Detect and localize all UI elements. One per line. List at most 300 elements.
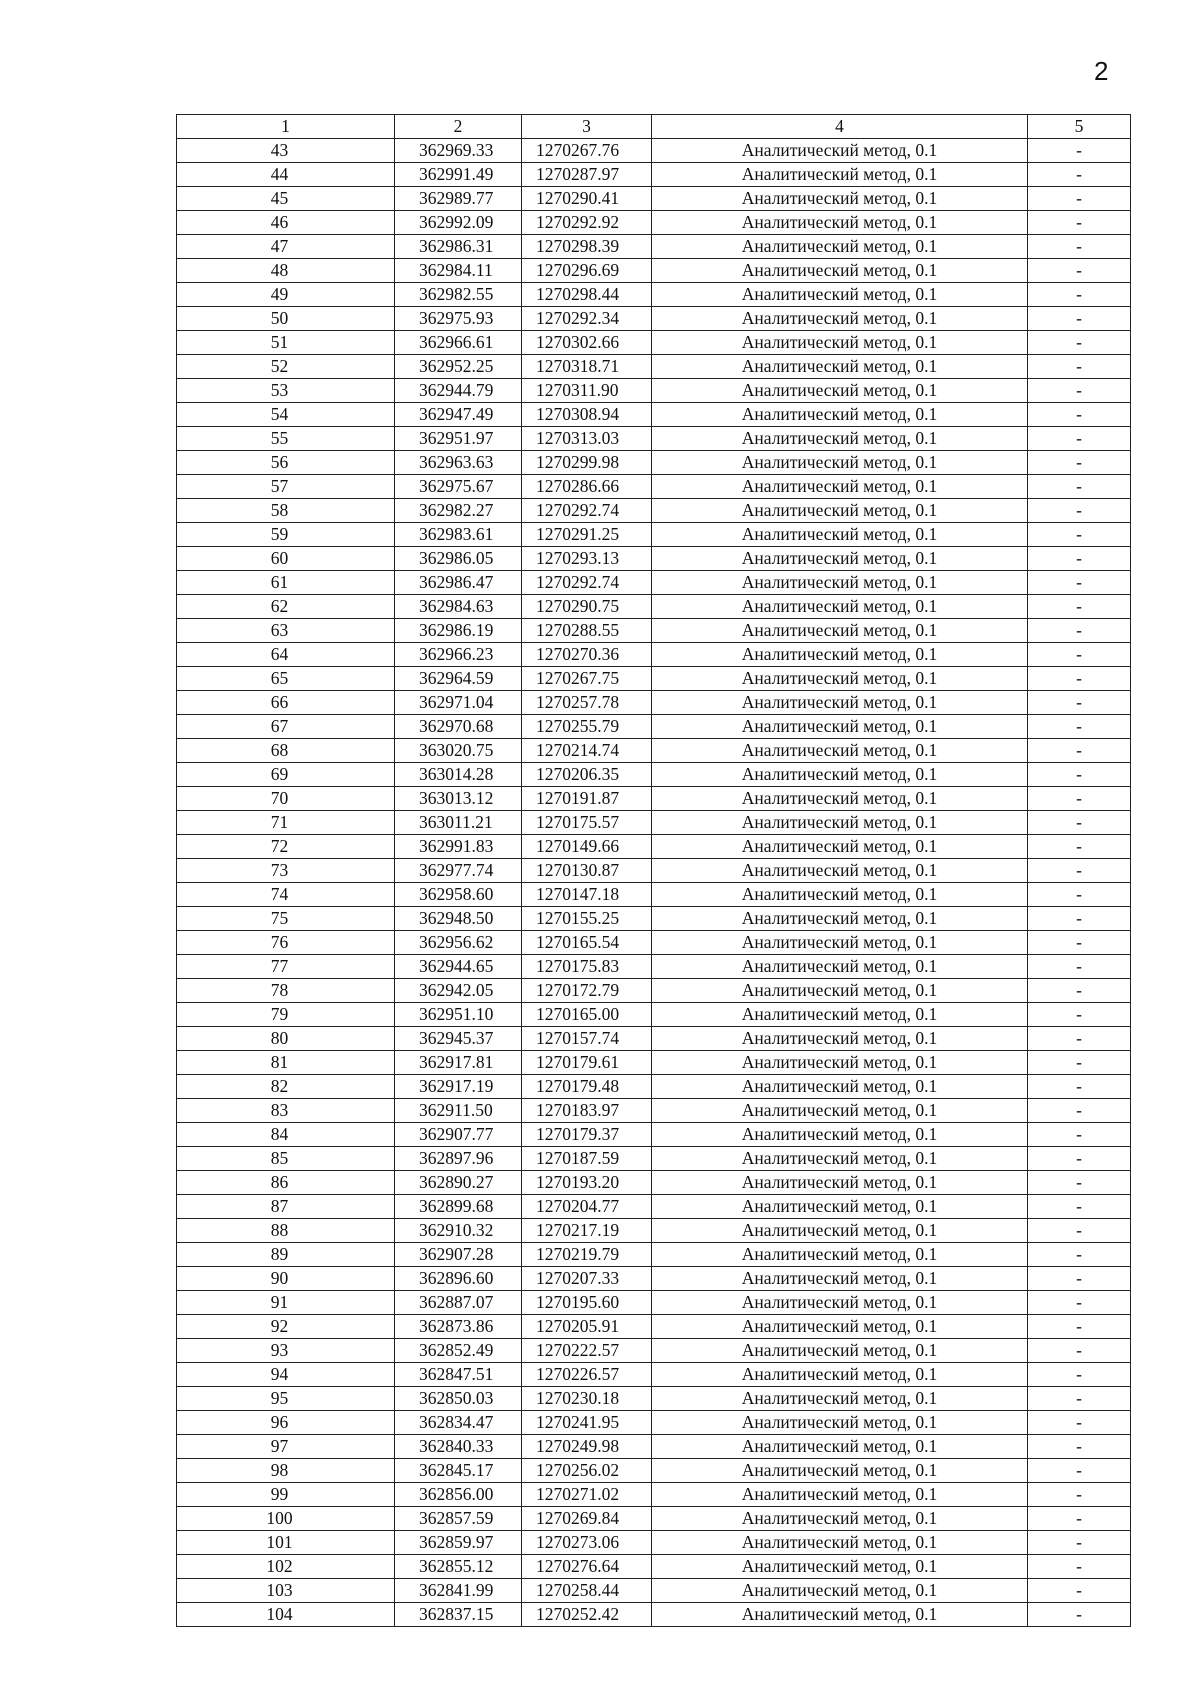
cell-coord-x: 362970.68 [395, 715, 522, 739]
cell-note: - [1028, 787, 1131, 811]
cell-coord-x: 362975.93 [395, 307, 522, 331]
cell-point-number: 81 [177, 1051, 395, 1075]
cell-point-number: 56 [177, 451, 395, 475]
cell-method-accuracy: Аналитический метод, 0.1 [652, 211, 1028, 235]
table-row [177, 1579, 1131, 1603]
cell-point-number: 53 [177, 379, 395, 403]
cell-note: - [1028, 139, 1131, 163]
cell-method-accuracy: Аналитический метод, 0.1 [652, 931, 1028, 955]
cell-method-accuracy: Аналитический метод, 0.1 [652, 1243, 1028, 1267]
cell-coord-x: 362947.49 [395, 403, 522, 427]
table-row [177, 835, 1131, 859]
cell-method-accuracy: Аналитический метод, 0.1 [652, 1099, 1028, 1123]
cell-note: - [1028, 1123, 1131, 1147]
cell-point-number: 51 [177, 331, 395, 355]
cell-coord-x: 362944.65 [395, 955, 522, 979]
table-row [177, 1459, 1131, 1483]
cell-point-number: 95 [177, 1387, 395, 1411]
cell-method-accuracy: Аналитический метод, 0.1 [652, 643, 1028, 667]
table-row [177, 787, 1131, 811]
cell-note: - [1028, 427, 1131, 451]
cell-coord-x: 362856.00 [395, 1483, 522, 1507]
cell-coord-x: 362837.15 [395, 1603, 522, 1627]
cell-point-number: 66 [177, 691, 395, 715]
cell-method-accuracy: Аналитический метод, 0.1 [652, 595, 1028, 619]
cell-point-number: 101 [177, 1531, 395, 1555]
cell-method-accuracy: Аналитический метод, 0.1 [652, 379, 1028, 403]
table-row [177, 1051, 1131, 1075]
cell-point-number: 58 [177, 499, 395, 523]
cell-coord-y: 1270147.18 [522, 883, 652, 907]
cell-coord-x: 362952.25 [395, 355, 522, 379]
cell-note: - [1028, 595, 1131, 619]
cell-coord-y: 1270187.59 [522, 1147, 652, 1171]
table-row [177, 355, 1131, 379]
cell-coord-x: 362971.04 [395, 691, 522, 715]
cell-coord-y: 1270130.87 [522, 859, 652, 883]
cell-method-accuracy: Аналитический метод, 0.1 [652, 1435, 1028, 1459]
cell-method-accuracy: Аналитический метод, 0.1 [652, 1363, 1028, 1387]
cell-note: - [1028, 859, 1131, 883]
cell-point-number: 73 [177, 859, 395, 883]
cell-point-number: 71 [177, 811, 395, 835]
cell-method-accuracy: Аналитический метод, 0.1 [652, 1531, 1028, 1555]
cell-coord-y: 1270149.66 [522, 835, 652, 859]
table-row [177, 427, 1131, 451]
cell-coord-y: 1270290.75 [522, 595, 652, 619]
cell-point-number: 103 [177, 1579, 395, 1603]
cell-coord-y: 1270207.33 [522, 1267, 652, 1291]
cell-note: - [1028, 1099, 1131, 1123]
table-row [177, 451, 1131, 475]
cell-method-accuracy: Аналитический метод, 0.1 [652, 1075, 1028, 1099]
cell-method-accuracy: Аналитический метод, 0.1 [652, 235, 1028, 259]
cell-coord-x: 362944.79 [395, 379, 522, 403]
cell-coord-x: 362984.63 [395, 595, 522, 619]
cell-note: - [1028, 1411, 1131, 1435]
cell-point-number: 54 [177, 403, 395, 427]
table-row [177, 667, 1131, 691]
cell-coord-x: 362911.50 [395, 1099, 522, 1123]
cell-coord-y: 1270291.25 [522, 523, 652, 547]
cell-coord-y: 1270219.79 [522, 1243, 652, 1267]
cell-point-number: 75 [177, 907, 395, 931]
cell-point-number: 63 [177, 619, 395, 643]
cell-method-accuracy: Аналитический метод, 0.1 [652, 259, 1028, 283]
cell-method-accuracy: Аналитический метод, 0.1 [652, 1027, 1028, 1051]
table-row [177, 691, 1131, 715]
cell-method-accuracy: Аналитический метод, 0.1 [652, 451, 1028, 475]
cell-method-accuracy: Аналитический метод, 0.1 [652, 1147, 1028, 1171]
cell-method-accuracy: Аналитический метод, 0.1 [652, 1459, 1028, 1483]
cell-point-number: 43 [177, 139, 395, 163]
cell-point-number: 96 [177, 1411, 395, 1435]
table-row [177, 955, 1131, 979]
cell-note: - [1028, 1339, 1131, 1363]
cell-note: - [1028, 1219, 1131, 1243]
cell-note: - [1028, 1579, 1131, 1603]
cell-coord-y: 1270230.18 [522, 1387, 652, 1411]
table-row [177, 235, 1131, 259]
table-row [177, 139, 1131, 163]
cell-point-number: 61 [177, 571, 395, 595]
cell-note: - [1028, 331, 1131, 355]
cell-point-number: 45 [177, 187, 395, 211]
cell-point-number: 67 [177, 715, 395, 739]
table-row [177, 763, 1131, 787]
cell-note: - [1028, 1051, 1131, 1075]
cell-point-number: 85 [177, 1147, 395, 1171]
cell-coord-x: 362986.31 [395, 235, 522, 259]
cell-point-number: 57 [177, 475, 395, 499]
table-row [177, 1531, 1131, 1555]
table-row [177, 259, 1131, 283]
cell-note: - [1028, 979, 1131, 1003]
cell-coord-x: 362948.50 [395, 907, 522, 931]
cell-note: - [1028, 163, 1131, 187]
cell-coord-y: 1270286.66 [522, 475, 652, 499]
cell-coord-y: 1270157.74 [522, 1027, 652, 1051]
cell-method-accuracy: Аналитический метод, 0.1 [652, 1267, 1028, 1291]
cell-coord-x: 362977.74 [395, 859, 522, 883]
table-row [177, 1147, 1131, 1171]
cell-coord-x: 362890.27 [395, 1171, 522, 1195]
table-row [177, 1363, 1131, 1387]
cell-method-accuracy: Аналитический метод, 0.1 [652, 1291, 1028, 1315]
cell-note: - [1028, 1243, 1131, 1267]
cell-coord-y: 1270298.44 [522, 283, 652, 307]
cell-coord-x: 362887.07 [395, 1291, 522, 1315]
cell-coord-y: 1270204.77 [522, 1195, 652, 1219]
cell-method-accuracy: Аналитический метод, 0.1 [652, 1123, 1028, 1147]
cell-method-accuracy: Аналитический метод, 0.1 [652, 307, 1028, 331]
cell-coord-x: 362857.59 [395, 1507, 522, 1531]
cell-method-accuracy: Аналитический метод, 0.1 [652, 1579, 1028, 1603]
cell-coord-y: 1270217.19 [522, 1219, 652, 1243]
cell-note: - [1028, 523, 1131, 547]
cell-coord-x: 362850.03 [395, 1387, 522, 1411]
cell-coord-x: 362910.32 [395, 1219, 522, 1243]
table-row [177, 811, 1131, 835]
cell-method-accuracy: Аналитический метод, 0.1 [652, 955, 1028, 979]
table-row [177, 1483, 1131, 1507]
cell-point-number: 76 [177, 931, 395, 955]
table-row [177, 907, 1131, 931]
cell-coord-y: 1270214.74 [522, 739, 652, 763]
cell-note: - [1028, 547, 1131, 571]
cell-note: - [1028, 1459, 1131, 1483]
cell-coord-x: 362991.49 [395, 163, 522, 187]
cell-coord-x: 362859.97 [395, 1531, 522, 1555]
cell-coord-x: 362966.61 [395, 331, 522, 355]
cell-note: - [1028, 715, 1131, 739]
cell-coord-y: 1270287.97 [522, 163, 652, 187]
cell-coord-x: 362834.47 [395, 1411, 522, 1435]
cell-note: - [1028, 811, 1131, 835]
cell-coord-x: 362966.23 [395, 643, 522, 667]
cell-coord-y: 1270165.54 [522, 931, 652, 955]
cell-note: - [1028, 883, 1131, 907]
cell-method-accuracy: Аналитический метод, 0.1 [652, 1555, 1028, 1579]
table-row [177, 523, 1131, 547]
cell-method-accuracy: Аналитический метод, 0.1 [652, 1483, 1028, 1507]
table-row [177, 643, 1131, 667]
cell-method-accuracy: Аналитический метод, 0.1 [652, 883, 1028, 907]
cell-point-number: 97 [177, 1435, 395, 1459]
cell-coord-y: 1270298.39 [522, 235, 652, 259]
cell-coord-y: 1270165.00 [522, 1003, 652, 1027]
cell-coord-y: 1270270.36 [522, 643, 652, 667]
cell-note: - [1028, 307, 1131, 331]
cell-coord-y: 1270292.74 [522, 571, 652, 595]
table-row [177, 1099, 1131, 1123]
table-row [177, 403, 1131, 427]
cell-method-accuracy: Аналитический метод, 0.1 [652, 547, 1028, 571]
cell-point-number: 79 [177, 1003, 395, 1027]
cell-point-number: 55 [177, 427, 395, 451]
cell-note: - [1028, 259, 1131, 283]
cell-coord-x: 362951.97 [395, 427, 522, 451]
table-header-row [177, 115, 1131, 139]
cell-coord-y: 1270308.94 [522, 403, 652, 427]
cell-point-number: 91 [177, 1291, 395, 1315]
cell-note: - [1028, 619, 1131, 643]
cell-point-number: 70 [177, 787, 395, 811]
table-row [177, 1291, 1131, 1315]
header-col-5: 5 [1028, 115, 1131, 139]
cell-coord-y: 1270292.92 [522, 211, 652, 235]
cell-point-number: 87 [177, 1195, 395, 1219]
cell-note: - [1028, 451, 1131, 475]
cell-coord-x: 363011.21 [395, 811, 522, 835]
cell-point-number: 49 [177, 283, 395, 307]
cell-note: - [1028, 1435, 1131, 1459]
cell-note: - [1028, 1387, 1131, 1411]
cell-coord-x: 362984.11 [395, 259, 522, 283]
cell-coord-x: 362963.63 [395, 451, 522, 475]
cell-method-accuracy: Аналитический метод, 0.1 [652, 355, 1028, 379]
table-row [177, 931, 1131, 955]
cell-coord-x: 362852.49 [395, 1339, 522, 1363]
cell-method-accuracy: Аналитический метод, 0.1 [652, 523, 1028, 547]
table-row [177, 1267, 1131, 1291]
table-row [177, 1123, 1131, 1147]
cell-point-number: 98 [177, 1459, 395, 1483]
table-row [177, 211, 1131, 235]
cell-note: - [1028, 1291, 1131, 1315]
header-col-3: 3 [522, 115, 652, 139]
table-row [177, 1003, 1131, 1027]
table-row [177, 547, 1131, 571]
cell-note: - [1028, 931, 1131, 955]
cell-coord-x: 362986.19 [395, 619, 522, 643]
cell-method-accuracy: Аналитический метод, 0.1 [652, 571, 1028, 595]
cell-coord-x: 362917.19 [395, 1075, 522, 1099]
cell-coord-y: 1270299.98 [522, 451, 652, 475]
cell-point-number: 68 [177, 739, 395, 763]
cell-coord-x: 362951.10 [395, 1003, 522, 1027]
cell-note: - [1028, 1483, 1131, 1507]
cell-note: - [1028, 1555, 1131, 1579]
cell-note: - [1028, 691, 1131, 715]
cell-coord-y: 1270302.66 [522, 331, 652, 355]
cell-coord-y: 1270269.84 [522, 1507, 652, 1531]
cell-method-accuracy: Аналитический метод, 0.1 [652, 1051, 1028, 1075]
cell-coord-x: 362896.60 [395, 1267, 522, 1291]
cell-point-number: 93 [177, 1339, 395, 1363]
cell-point-number: 47 [177, 235, 395, 259]
header-col-1: 1 [177, 115, 395, 139]
cell-coord-x: 362907.28 [395, 1243, 522, 1267]
cell-method-accuracy: Аналитический метод, 0.1 [652, 811, 1028, 835]
table-row [177, 595, 1131, 619]
cell-coord-x: 362983.61 [395, 523, 522, 547]
table-row [177, 715, 1131, 739]
cell-point-number: 69 [177, 763, 395, 787]
table-body [177, 139, 1131, 1627]
cell-coord-y: 1270179.37 [522, 1123, 652, 1147]
cell-note: - [1028, 1171, 1131, 1195]
cell-method-accuracy: Аналитический метод, 0.1 [652, 187, 1028, 211]
cell-coord-y: 1270183.97 [522, 1099, 652, 1123]
cell-method-accuracy: Аналитический метод, 0.1 [652, 835, 1028, 859]
cell-method-accuracy: Аналитический метод, 0.1 [652, 787, 1028, 811]
cell-note: - [1028, 1531, 1131, 1555]
cell-note: - [1028, 907, 1131, 931]
cell-note: - [1028, 355, 1131, 379]
cell-coord-y: 1270311.90 [522, 379, 652, 403]
cell-coord-y: 1270318.71 [522, 355, 652, 379]
cell-coord-x: 362989.77 [395, 187, 522, 211]
table-row [177, 187, 1131, 211]
cell-coord-x: 362969.33 [395, 139, 522, 163]
cell-note: - [1028, 1507, 1131, 1531]
cell-point-number: 80 [177, 1027, 395, 1051]
cell-coord-x: 362847.51 [395, 1363, 522, 1387]
cell-coord-y: 1270267.75 [522, 667, 652, 691]
cell-method-accuracy: Аналитический метод, 0.1 [652, 139, 1028, 163]
cell-coord-x: 362841.99 [395, 1579, 522, 1603]
table-row [177, 1195, 1131, 1219]
cell-note: - [1028, 571, 1131, 595]
cell-coord-y: 1270257.78 [522, 691, 652, 715]
table-row [177, 739, 1131, 763]
cell-method-accuracy: Аналитический метод, 0.1 [652, 331, 1028, 355]
cell-note: - [1028, 1003, 1131, 1027]
cell-method-accuracy: Аналитический метод, 0.1 [652, 1603, 1028, 1627]
cell-method-accuracy: Аналитический метод, 0.1 [652, 283, 1028, 307]
table-row [177, 1171, 1131, 1195]
cell-method-accuracy: Аналитический метод, 0.1 [652, 403, 1028, 427]
cell-point-number: 52 [177, 355, 395, 379]
cell-coord-y: 1270288.55 [522, 619, 652, 643]
cell-coord-y: 1270241.95 [522, 1411, 652, 1435]
header-col-4: 4 [652, 115, 1028, 139]
cell-coord-x: 363013.12 [395, 787, 522, 811]
cell-point-number: 100 [177, 1507, 395, 1531]
cell-note: - [1028, 1603, 1131, 1627]
cell-coord-y: 1270290.41 [522, 187, 652, 211]
cell-coord-x: 362942.05 [395, 979, 522, 1003]
cell-method-accuracy: Аналитический метод, 0.1 [652, 667, 1028, 691]
cell-point-number: 94 [177, 1363, 395, 1387]
cell-method-accuracy: Аналитический метод, 0.1 [652, 619, 1028, 643]
cell-coord-y: 1270271.02 [522, 1483, 652, 1507]
cell-note: - [1028, 739, 1131, 763]
cell-coord-x: 362897.96 [395, 1147, 522, 1171]
cell-note: - [1028, 283, 1131, 307]
cell-note: - [1028, 835, 1131, 859]
cell-coord-x: 362964.59 [395, 667, 522, 691]
table-row [177, 499, 1131, 523]
cell-note: - [1028, 499, 1131, 523]
cell-coord-x: 362982.55 [395, 283, 522, 307]
cell-coord-y: 1270179.61 [522, 1051, 652, 1075]
cell-point-number: 44 [177, 163, 395, 187]
cell-note: - [1028, 235, 1131, 259]
cell-point-number: 82 [177, 1075, 395, 1099]
page-number: 2 [1094, 56, 1109, 86]
cell-coord-y: 1270193.20 [522, 1171, 652, 1195]
cell-coord-x: 362975.67 [395, 475, 522, 499]
cell-coord-y: 1270273.06 [522, 1531, 652, 1555]
cell-coord-y: 1270292.34 [522, 307, 652, 331]
cell-point-number: 86 [177, 1171, 395, 1195]
cell-point-number: 59 [177, 523, 395, 547]
cell-coord-y: 1270206.35 [522, 763, 652, 787]
cell-note: - [1028, 1147, 1131, 1171]
cell-note: - [1028, 1363, 1131, 1387]
cell-point-number: 62 [177, 595, 395, 619]
table-row [177, 475, 1131, 499]
cell-coord-y: 1270222.57 [522, 1339, 652, 1363]
cell-coord-y: 1270226.57 [522, 1363, 652, 1387]
cell-note: - [1028, 1075, 1131, 1099]
cell-point-number: 72 [177, 835, 395, 859]
cell-coord-x: 362986.47 [395, 571, 522, 595]
table-row [177, 1387, 1131, 1411]
cell-coord-x: 362907.77 [395, 1123, 522, 1147]
cell-coord-y: 1270175.83 [522, 955, 652, 979]
table-row [177, 1603, 1131, 1627]
cell-method-accuracy: Аналитический метод, 0.1 [652, 979, 1028, 1003]
cell-method-accuracy: Аналитический метод, 0.1 [652, 499, 1028, 523]
table-row [177, 1435, 1131, 1459]
cell-point-number: 64 [177, 643, 395, 667]
cell-coord-x: 363014.28 [395, 763, 522, 787]
cell-note: - [1028, 955, 1131, 979]
cell-note: - [1028, 475, 1131, 499]
table-row [177, 1555, 1131, 1579]
table-row [177, 283, 1131, 307]
cell-method-accuracy: Аналитический метод, 0.1 [652, 1387, 1028, 1411]
cell-note: - [1028, 187, 1131, 211]
cell-note: - [1028, 1267, 1131, 1291]
cell-coord-y: 1270256.02 [522, 1459, 652, 1483]
cell-coord-x: 362991.83 [395, 835, 522, 859]
cell-point-number: 104 [177, 1603, 395, 1627]
table-row [177, 1507, 1131, 1531]
cell-method-accuracy: Аналитический метод, 0.1 [652, 691, 1028, 715]
cell-method-accuracy: Аналитический метод, 0.1 [652, 859, 1028, 883]
cell-point-number: 46 [177, 211, 395, 235]
cell-coord-x: 363020.75 [395, 739, 522, 763]
cell-coord-x: 362958.60 [395, 883, 522, 907]
cell-coord-x: 362956.62 [395, 931, 522, 955]
cell-point-number: 83 [177, 1099, 395, 1123]
cell-point-number: 88 [177, 1219, 395, 1243]
cell-coord-x: 362917.81 [395, 1051, 522, 1075]
